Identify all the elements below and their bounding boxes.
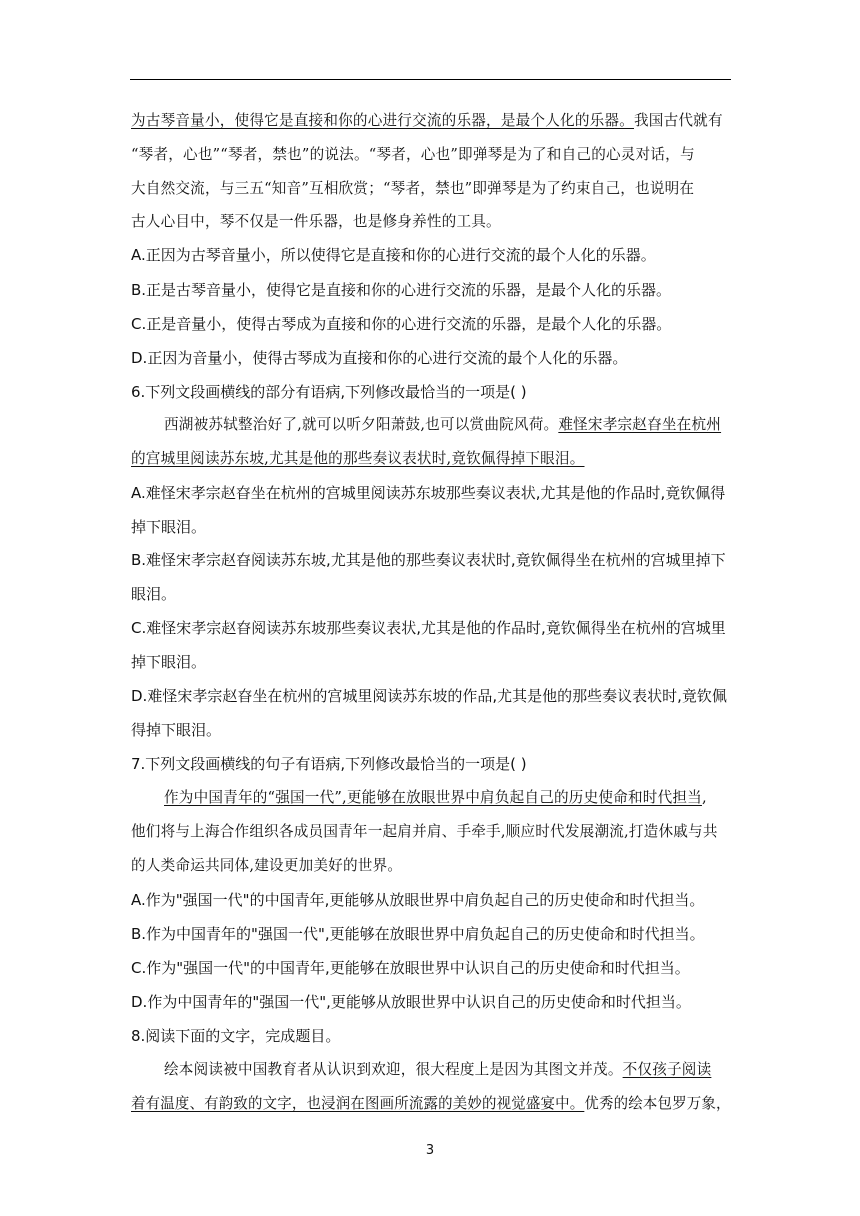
text-line: “琴者，心也”“琴者，禁也”的说法。“琴者，心也”即弹琴是为了和自己的心灵对话，与 <box>131 146 695 163</box>
question-8: 8.阅读下面的文字，完成题目。 <box>131 1027 341 1045</box>
question-6: 6.下列文段画横线的部分有语病,下列修改最恰当的一项是( ) <box>131 383 527 401</box>
text-line: 古人心目中，琴不仅是一件乐器，也是修身养性的工具。 <box>131 213 501 230</box>
passage-line: 的人类命运共同体,建设更加美好的世界。 <box>131 857 403 874</box>
option-c: C.正是音量小，使得古琴成为直接和你的心进行交流的乐器，是最个人化的乐器。 <box>131 315 672 333</box>
passage-line: 作为中国青年的“强国一代”,更能够在放眼世界中肩负起自己的历史使命和时代担当, <box>164 789 707 806</box>
option-a-cont: 掉下眼泪。 <box>131 518 207 536</box>
question-7: 7.下列文段画横线的句子有语病,下列修改最恰当的一项是( ) <box>131 755 527 773</box>
option-b: B.正是古琴音量小，使得它是直接和你的心进行交流的乐器，是最个人化的乐器。 <box>131 281 672 299</box>
option-a: A.难怪宋孝宗赵昚坐在杭州的宫城里阅读苏东坡那些奏议表状,尤其是他的作品时,竟钦佩得 <box>131 484 726 502</box>
option-c: C.作为"强国一代"的中国青年,更能够在放眼世界中认识自己的历史使命和时代担当。 <box>131 959 690 977</box>
option-d: D.难怪宋孝宗赵昚坐在杭州的宫城里阅读苏东坡的作品,尤其是他的那些奏议表状时,竟钦佩 <box>131 687 727 705</box>
passage-line: 着有温度、有韵致的文字，也浸润在图画所流露的美妙的视觉盛宴中。优秀的绘本包罗万象， <box>131 1095 731 1112</box>
text-line: 大自然交流，与三五“知音”互相欣赏；“琴者，禁也”即弹琴是为了约束自己，也说明在 <box>131 180 695 197</box>
option-d: D.作为中国青年的"强国一代",更能够从放眼世界中认识自己的历史使命和时代担当。 <box>131 993 691 1011</box>
option-b-cont: 眼泪。 <box>131 585 177 603</box>
option-d: D.正因为音量小，使得古琴成为直接和你的心进行交流的最个人化的乐器。 <box>131 349 628 367</box>
header-rule <box>130 79 731 80</box>
page-number: 3 <box>425 1143 435 1158</box>
passage-line: 他们将与上海合作组织各成员国青年一起肩并肩、手牵手,顺应时代发展潮流,打造休戚与共 <box>131 823 718 840</box>
passage-line: 绘本阅读被中国教育者从认识到欢迎，很大程度上是因为其图文并茂。不仅孩子阅读 <box>164 1061 712 1078</box>
option-a: A.作为"强国一代"的中国青年,更能够从放眼世界中肩负起自己的历史使命和时代担当。 <box>131 891 705 909</box>
option-a: A.正因为古琴音量小，所以使得它是直接和你的心进行交流的最个人化的乐器。 <box>131 246 656 264</box>
passage-line: 西湖被苏轼整治好了,就可以听夕阳萧鼓,也可以赏曲院风荷。难怪宋孝宗赵昚坐在杭州 <box>164 416 722 433</box>
passage-line: 的宫城里阅读苏东坡,尤其是他的那些奏议表状时,竟钦佩得掉下眼泪。 <box>131 450 585 467</box>
option-b: B.作为中国青年的"强国一代",更能够在放眼世界中肩负起自己的历史使命和时代担当。 <box>131 925 705 943</box>
option-c-cont: 掉下眼泪。 <box>131 653 207 671</box>
text-line: 为古琴音量小，使得它是直接和你的心进行交流的乐器，是最个人化的乐器。我国古代就有 <box>131 112 723 129</box>
option-c: C.难怪宋孝宗赵昚阅读苏东坡那些奏议表状,尤其是他的作品时,竟钦佩得坐在杭州的宫城里 <box>131 619 726 637</box>
option-b: B.难怪宋孝宗赵昚阅读苏东坡,尤其是他的那些奏议表状时,竟钦佩得坐在杭州的宫城里掉下 <box>131 551 726 569</box>
option-d-cont: 得掉下眼泪。 <box>131 721 222 739</box>
